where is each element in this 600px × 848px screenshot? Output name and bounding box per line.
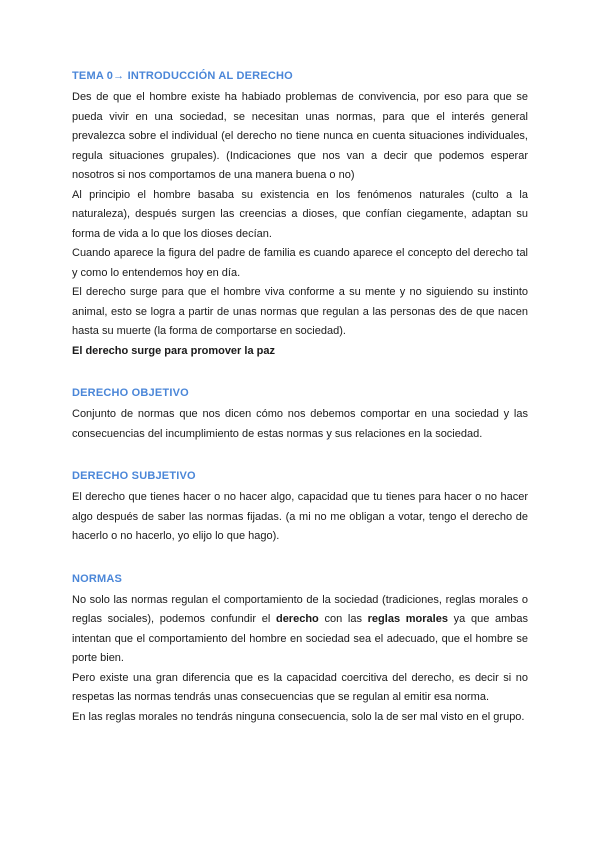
text-run: ya que ambas intentan que el comportamiento del hombre en sociedad sea el adecuado, que el hombre se porte bien.: [72, 613, 529, 664]
section-heading: DERECHO OBJETIVO: [72, 387, 189, 399]
paragraph: Pero existe una gran diferencia que es la capacidad coercitiva del derecho, es decir si no respetas las normas tendrás unas consecuencias que se regulan al emitir esa norma.: [72, 671, 528, 703]
spacer: [72, 547, 528, 571]
section-introduccion: [72, 68, 528, 361]
paragraph: Cuando aparece la figura del padre de familia es cuando aparece el concepto del derecho tal y como lo entendemos hoy en día.: [72, 247, 528, 279]
bold-term-reglas-morales: reglas morales: [367, 613, 448, 625]
paragraph: El derecho surge para que el hombre viva conforme a su mente y no siguiendo su instinto animal, esto se logra a partir de unas normas que regulan a las personas des de que nacen hasta su muerte (la forma de comportarse en sociedad).: [72, 286, 528, 337]
text-run: con las: [318, 613, 368, 625]
section-heading: TEMA 0→ INTRODUCCIÓN AL DERECHO: [72, 70, 293, 82]
section-heading: NORMAS: [72, 572, 123, 585]
bold-statement: El derecho surge para promover la paz: [72, 344, 275, 357]
section-derecho-subjetivo: [72, 468, 528, 547]
spacer: [72, 361, 528, 385]
section-normas: [72, 571, 528, 728]
bold-term-derecho: derecho: [275, 613, 319, 625]
paragraph: Des de que el hombre existe ha habiado problemas de convivencia, por eso para que se pueda vivir en una sociedad, se necesitan unas normas, para que el interés general prevalezca sobre el individual (el derecho no tiene nunca en cuenta situaciones individuales, regula situaciones grupales). (Indicaciones que nos van a decir que podemos esperar nosotros si nos comportamos de una manera buena o no): [72, 91, 528, 181]
paragraph-mixed: [72, 591, 528, 669]
spacer: [72, 444, 528, 468]
section-derecho-objetivo: [72, 385, 528, 444]
paragraph: Al principio el hombre basaba su existencia en los fenómenos naturales (culto a la naturaleza), después surgen las creencias a dioses, que confían ciegamente, adaptan su forma de vida a lo que los dioses decían.: [72, 188, 528, 240]
paragraph: En las reglas morales no tendrás ninguna consecuencia, solo la de ser mal visto en el grupo.: [72, 710, 525, 723]
paragraph: Conjunto de normas que nos dicen cómo nos debemos comportar en una sociedad y las consecuencias del incumplimiento de estas normas y sus relaciones en la sociedad.: [72, 408, 528, 440]
paragraph: El derecho que tienes hacer o no hacer algo, capacidad que tu tienes para hacer o no hacer algo después de saber las normas fijadas. (a mi no me obligan a votar, tengo el derecho de hacerlo o no hacerlo, yo elijo lo que hago).: [72, 491, 528, 542]
section-heading: DERECHO SUBJETIVO: [72, 470, 196, 482]
text-run: No solo las normas regulan el comportamiento de la sociedad (tradiciones, reglas morales o reglas sociales), podemos confundir el: [72, 593, 528, 625]
